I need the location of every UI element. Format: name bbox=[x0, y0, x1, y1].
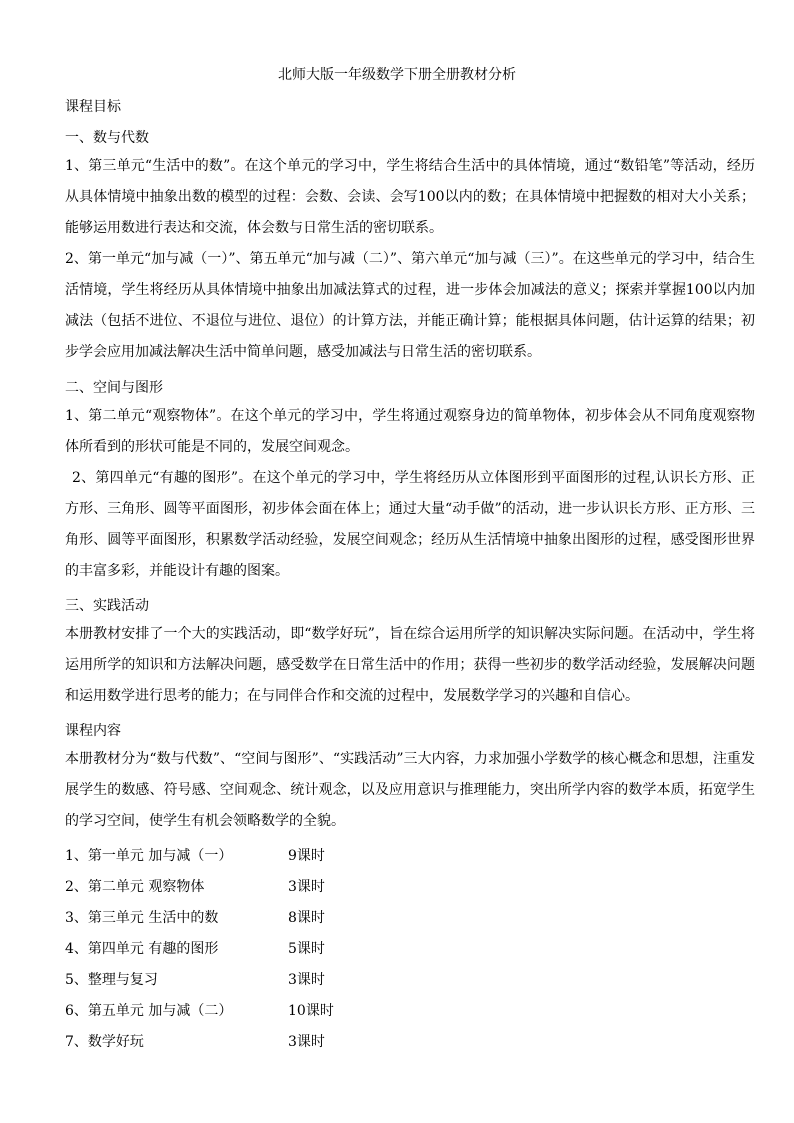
unit-name: 2、第二单元 观察物体 bbox=[65, 879, 205, 895]
unit-row bbox=[65, 940, 325, 958]
unit-row bbox=[65, 1002, 334, 1020]
section-heading-content: 课程内容 bbox=[65, 723, 121, 739]
unit-hours: 9课时 bbox=[288, 848, 325, 864]
unit-name: 5、整理与复习 bbox=[65, 972, 158, 988]
unit-row bbox=[65, 878, 325, 896]
unit-row bbox=[65, 1033, 325, 1051]
unit-name: 3、第三单元 生活中的数 bbox=[65, 910, 219, 926]
unit-hours: 8课时 bbox=[288, 910, 325, 926]
paragraph-content: 本册教材分为“数与代数”、“空间与图形”、“实践活动”三大内容，力求加强小学数学的核心概念和思想，注重发展学生的数感、符号感、空间观念、统计观念，以及应用意识与推理能力，突出所学内容的数学本质，拓宽学生的学习空间，使学生有机会领略数学的全貌。 bbox=[65, 751, 755, 829]
subheading-space-shapes: 二、空间与图形 bbox=[65, 380, 163, 396]
unit-name: 7、数学好玩 bbox=[65, 1034, 144, 1050]
unit-row bbox=[65, 847, 325, 865]
document-title: 北师大版一年级数学下册全册教材分析 bbox=[278, 67, 516, 83]
unit-hours: 5课时 bbox=[288, 941, 325, 957]
unit-row bbox=[65, 909, 325, 927]
unit-hours: 3课时 bbox=[288, 879, 325, 895]
paragraph-addition-units: 2、第一单元“加与减（一）”、第五单元“加与减（二）”、第六单元“加与减（三）”。在这些单元的学习中，结合生活情境，学生将经历从具体情境中抽象出加减法算式的过程，进一步体会加减法的意义；探索并掌握100以内加减法（包括不进位、不退位与进位、退位）的计算方法，并能正确计算；能根据具体问题，估计运算的结果；初步学会应用加减法解决生活中简单问题，感受加减法与日常生活的密切联系。 bbox=[65, 251, 755, 360]
paragraph-unit4: 2、第四单元“有趣的图形”。在这个单元的学习中，学生将经历从立体图形到平面图形的过程,认识长方形、正方形、三角形、圆等平面图形，初步体会面在体上；通过大量“动手做”的活动，进一步认识长方形、正方形、三角形、圆等平面图形，积累数学活动经验，发展空间观念；经历从生活情境中抽象出图形的过程，感受图形世界的丰富多彩，并能设计有趣的图案。 bbox=[65, 470, 755, 579]
unit-hours: 10课时 bbox=[288, 1003, 334, 1019]
section-heading-goals: 课程目标 bbox=[65, 99, 121, 115]
subheading-practice: 三、实践活动 bbox=[65, 598, 149, 614]
unit-name: 4、第四单元 有趣的图形 bbox=[65, 941, 219, 957]
paragraph-unit2: 1、第二单元“观察物体”。在这个单元的学习中，学生将通过观察身边的简单物体，初步体会从不同角度观察物体所看到的形状可能是不同的，发展空间观念。 bbox=[65, 408, 755, 455]
unit-row bbox=[65, 971, 325, 989]
paragraph-unit3: 1、第三单元“生活中的数”。在这个单元的学习中，学生将结合生活中的具体情境，通过“数铅笔”等活动，经历从具体情境中抽象出数的模型的过程：会数、会读、会写100以内的数；在具体情境中把握数的相对大小关系；能够运用数进行表达和交流，体会数与日常生活的密切联系。 bbox=[65, 158, 755, 236]
subheading-numbers-algebra: 一、数与代数 bbox=[65, 130, 149, 146]
unit-name: 1、第一单元 加与减（一） bbox=[65, 848, 233, 864]
unit-hours: 3课时 bbox=[288, 972, 325, 988]
unit-name: 6、第五单元 加与减（二） bbox=[65, 1003, 233, 1019]
paragraph-practice: 本册教材安排了一个大的实践活动，即“数学好玩”，旨在综合运用所学的知识解决实际问题。在活动中，学生将运用所学的知识和方法解决问题，感受数学在日常生活中的作用；获得一些初步的数学活动经验，发展解决问题和运用数学进行思考的能力；在与同伴合作和交流的过程中，发展数学学习的兴趣和自信心。 bbox=[65, 626, 755, 704]
unit-hours: 3课时 bbox=[288, 1034, 325, 1050]
